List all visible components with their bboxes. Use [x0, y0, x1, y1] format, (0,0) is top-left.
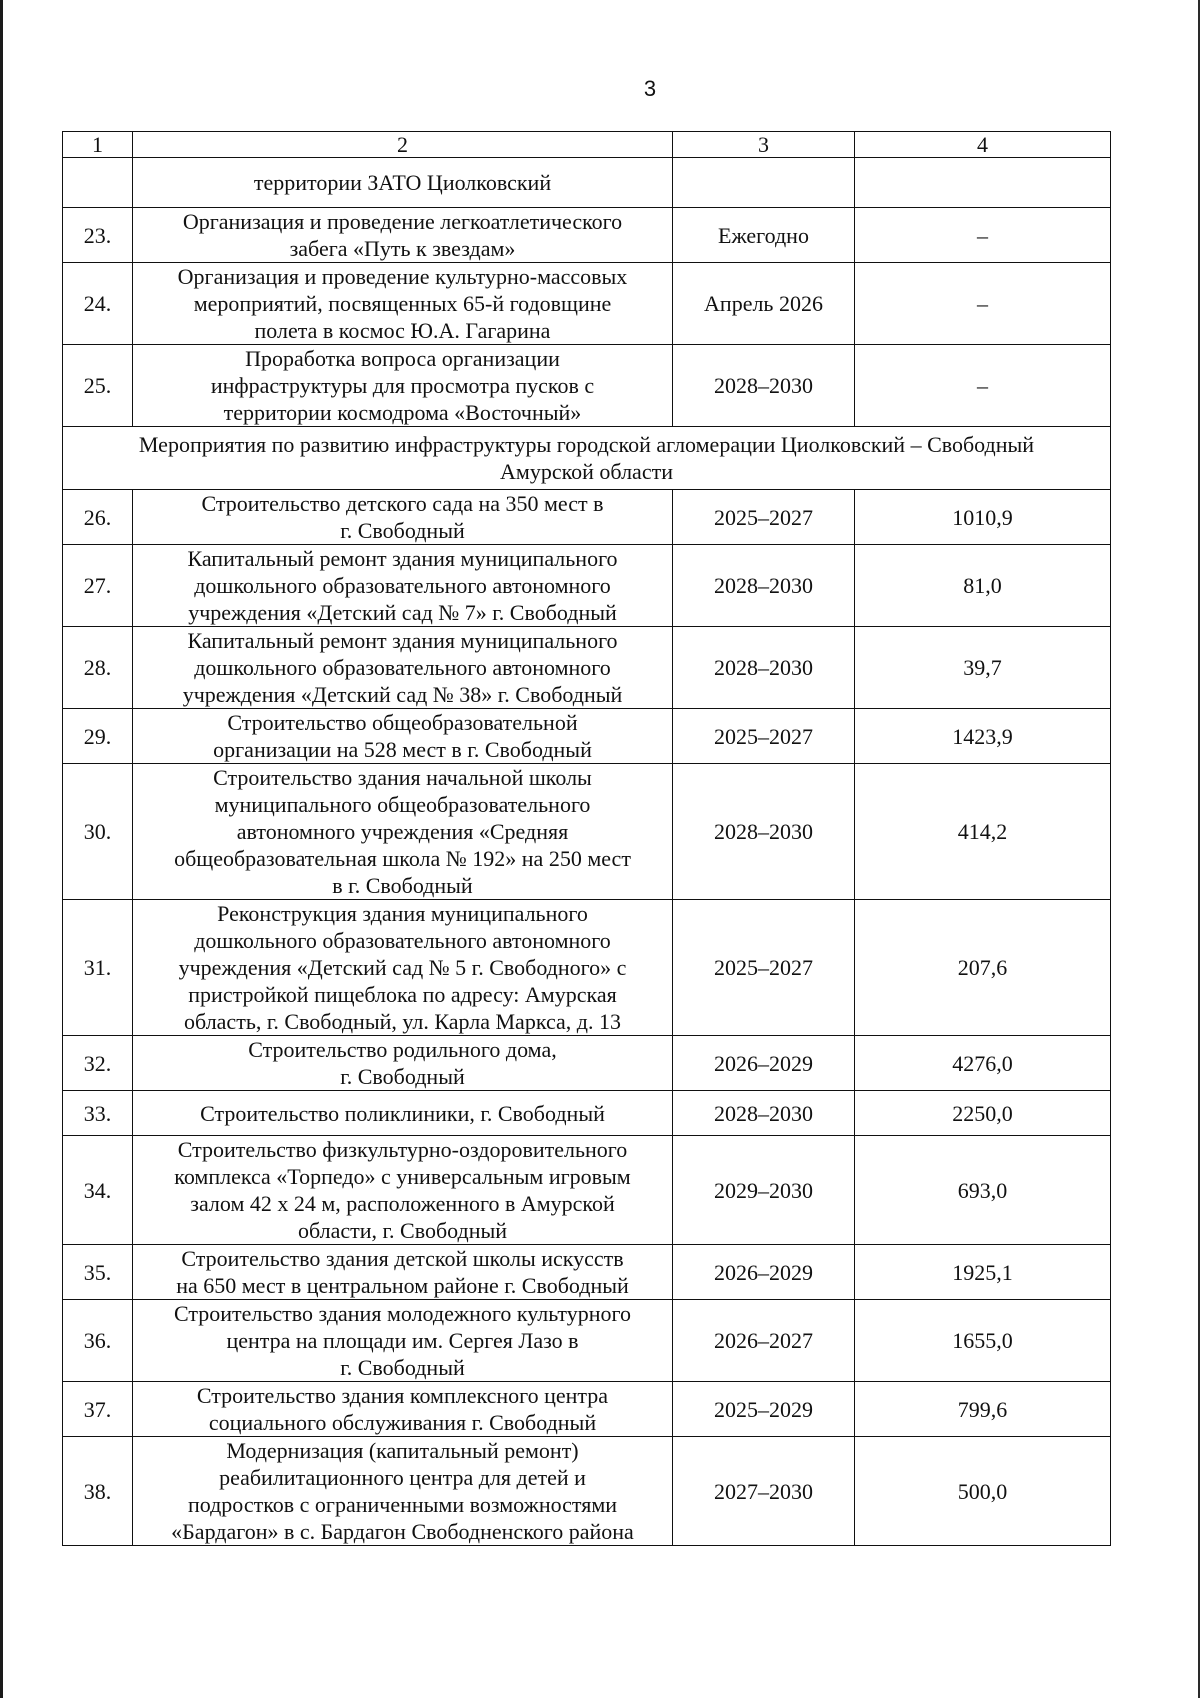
table-row — [63, 900, 1111, 1036]
measure-name — [133, 764, 673, 900]
cell-line: дошкольного образовательного автономного — [194, 928, 611, 953]
row-number: 24. — [63, 263, 133, 345]
cell-line: общеобразовательная школа № 192» на 250 мест — [174, 846, 631, 871]
measure-name — [133, 1300, 673, 1382]
cell-line: Проработка вопроса организации — [245, 346, 560, 371]
implementation-period: Апрель 2026 — [673, 263, 855, 345]
cell-line: г. Свободный — [340, 518, 465, 543]
table-row — [63, 1300, 1111, 1382]
cell-line: полета в космос Ю.А. Гагарина — [254, 318, 551, 343]
implementation-period: 2025–2027 — [673, 900, 855, 1036]
column-number-row — [63, 132, 1111, 158]
cell-line: реабилитационного центра для детей и — [219, 1465, 586, 1490]
cell-line: социального обслуживания г. Свободный — [208, 1410, 597, 1435]
section-header-row — [63, 427, 1111, 490]
cell-line: инфраструктуры для просмотра пусков с — [210, 373, 595, 398]
cell-line: Организация и проведение культурно-массовых — [177, 264, 628, 289]
implementation-period: 2026–2029 — [673, 1245, 855, 1300]
funding-amount: 1925,1 — [855, 1245, 1111, 1300]
funding-amount: 799,6 — [855, 1382, 1111, 1437]
implementation-period — [673, 158, 855, 208]
table-row — [63, 1437, 1111, 1546]
cell-line: в г. Свободный — [332, 873, 473, 898]
cell-line: дошкольного образовательного автономного — [194, 573, 611, 598]
table-row — [63, 627, 1111, 709]
row-number: 26. — [63, 490, 133, 545]
row-number: 37. — [63, 1382, 133, 1437]
cell-line: залом 42 х 24 м, расположенного в Амурской — [190, 1191, 615, 1216]
measures-table — [62, 131, 1111, 1546]
row-number: 23. — [63, 208, 133, 263]
row-number: 28. — [63, 627, 133, 709]
funding-amount: – — [855, 208, 1111, 263]
cell-line: области, г. Свободный — [297, 1218, 508, 1243]
implementation-period: 2028–2030 — [673, 345, 855, 427]
table-row — [63, 263, 1111, 345]
table-row — [63, 208, 1111, 263]
implementation-period: 2025–2027 — [673, 490, 855, 545]
column-number-2: 2 — [133, 132, 673, 158]
table-row — [63, 1245, 1111, 1300]
section-header-text — [63, 427, 1111, 490]
row-number: 34. — [63, 1136, 133, 1245]
cell-line: учреждения «Детский сад № 7» г. Свободный — [188, 600, 617, 625]
table-row — [63, 709, 1111, 764]
cell-line: Капитальный ремонт здания муниципального — [187, 628, 618, 653]
column-number-4: 4 — [855, 132, 1111, 158]
cell-line: подростков с ограниченными возможностями — [187, 1492, 618, 1517]
row-number: 29. — [63, 709, 133, 764]
implementation-period: 2026–2027 — [673, 1300, 855, 1382]
cell-line: автономного учреждения «Средняя — [236, 819, 569, 844]
table-row — [63, 1382, 1111, 1437]
measure-name — [133, 1091, 673, 1136]
cell-line: забега «Путь к звездам» — [289, 236, 516, 261]
table-row — [63, 158, 1111, 208]
measure-name — [133, 900, 673, 1036]
cell-line: Строительство здания начальной школы — [213, 765, 592, 790]
funding-amount: 500,0 — [855, 1437, 1111, 1546]
funding-amount: – — [855, 263, 1111, 345]
row-number: 32. — [63, 1036, 133, 1091]
measure-name — [133, 1382, 673, 1437]
page-number: 3 — [643, 76, 657, 101]
implementation-period: 2025–2029 — [673, 1382, 855, 1437]
row-number: 36. — [63, 1300, 133, 1382]
cell-line: пристройкой пищеблока по адресу: Амурская — [188, 982, 617, 1007]
table-row — [63, 764, 1111, 900]
cell-line: Строительство родильного дома, — [248, 1037, 557, 1062]
measure-name — [133, 709, 673, 764]
table-row — [63, 545, 1111, 627]
table-row — [63, 1091, 1111, 1136]
measure-name — [133, 158, 673, 208]
funding-amount: 1655,0 — [855, 1300, 1111, 1382]
row-number: 35. — [63, 1245, 133, 1300]
implementation-period: 2029–2030 — [673, 1136, 855, 1245]
measure-name — [133, 345, 673, 427]
funding-amount: 207,6 — [855, 900, 1111, 1036]
cell-line: г. Свободный — [340, 1355, 465, 1380]
cell-line: Организация и проведение легкоатлетического — [182, 209, 623, 234]
table-row — [63, 1036, 1111, 1091]
implementation-period: 2027–2030 — [673, 1437, 855, 1546]
cell-line: Амурской области — [500, 459, 673, 484]
cell-line: организации на 528 мест в г. Свободный — [213, 737, 592, 762]
implementation-period: 2028–2030 — [673, 627, 855, 709]
cell-line: центра на площади им. Сергея Лазо в — [226, 1328, 579, 1353]
cell-line: Строительство здания детской школы искусств — [181, 1246, 624, 1271]
implementation-period: 2026–2029 — [673, 1036, 855, 1091]
funding-amount: 1010,9 — [855, 490, 1111, 545]
cell-line: Реконструкция здания муниципального — [217, 901, 588, 926]
cell-line: Строительство общеобразовательной — [227, 710, 578, 735]
row-number: 33. — [63, 1091, 133, 1136]
funding-amount: 4276,0 — [855, 1036, 1111, 1091]
cell-line: область, г. Свободный, ул. Карла Маркса, д. 13 — [184, 1009, 621, 1034]
measure-name — [133, 545, 673, 627]
cell-line: «Бардагон» в с. Бардагон Свободненского района — [171, 1519, 634, 1544]
funding-amount: 414,2 — [855, 764, 1111, 900]
measure-name — [133, 263, 673, 345]
measure-name — [133, 1036, 673, 1091]
cell-line: учреждения «Детский сад № 38» г. Свободный — [182, 682, 623, 707]
column-number-3: 3 — [673, 132, 855, 158]
implementation-period: 2028–2030 — [673, 545, 855, 627]
scan-edge-left — [0, 0, 3, 1698]
implementation-period: Ежегодно — [673, 208, 855, 263]
cell-line: Строительство поликлиники, г. Свободный — [200, 1100, 605, 1126]
funding-amount — [855, 158, 1111, 208]
cell-line: муниципального общеобразовательного — [214, 792, 591, 817]
measure-name — [133, 1437, 673, 1546]
measure-name — [133, 627, 673, 709]
row-number — [63, 158, 133, 208]
cell-line: территории космодрома «Восточный» — [223, 400, 582, 425]
funding-amount: 1423,9 — [855, 709, 1111, 764]
cell-line: территории ЗАТО Циолковский — [253, 170, 552, 195]
cell-line: Модернизация (капитальный ремонт) — [226, 1438, 579, 1463]
cell-line: Мероприятия по развитию инфраструктуры городской агломерации Циолковский – Свободный — [138, 432, 1035, 457]
column-number-1: 1 — [63, 132, 133, 158]
table-body — [63, 132, 1111, 1546]
measure-name — [133, 208, 673, 263]
table-row — [63, 1136, 1111, 1245]
cell-line: учреждения «Детский сад № 5 г. Свободного» с — [178, 955, 627, 980]
row-number: 38. — [63, 1437, 133, 1546]
cell-line: Строительство физкультурно-оздоровительного — [177, 1137, 628, 1162]
measure-name — [133, 1136, 673, 1245]
cell-line: г. Свободный — [340, 1064, 465, 1089]
measure-name — [133, 490, 673, 545]
funding-amount: 693,0 — [855, 1136, 1111, 1245]
table-row — [63, 490, 1111, 545]
implementation-period: 2028–2030 — [673, 764, 855, 900]
row-number: 31. — [63, 900, 133, 1036]
row-number: 27. — [63, 545, 133, 627]
table-row — [63, 345, 1111, 427]
cell-line: Строительство здания комплексного центра — [196, 1383, 609, 1408]
measure-name — [133, 1245, 673, 1300]
cell-line: комплекса «Торпедо» с универсальным игровым — [174, 1164, 631, 1189]
cell-line: Капитальный ремонт здания муниципального — [187, 546, 618, 571]
cell-line: на 650 мест в центральном районе г. Свободный — [176, 1273, 629, 1298]
funding-amount: 39,7 — [855, 627, 1111, 709]
funding-amount: 2250,0 — [855, 1091, 1111, 1136]
implementation-period: 2025–2027 — [673, 709, 855, 764]
implementation-period: 2028–2030 — [673, 1091, 855, 1136]
row-number: 25. — [63, 345, 133, 427]
cell-line: дошкольного образовательного автономного — [194, 655, 611, 680]
funding-amount: 81,0 — [855, 545, 1111, 627]
funding-amount: – — [855, 345, 1111, 427]
row-number: 30. — [63, 764, 133, 900]
cell-line: мероприятий, посвященных 65-й годовщине — [193, 291, 612, 316]
cell-line: Строительство здания молодежного культурного — [173, 1301, 631, 1326]
cell-line: Строительство детского сада на 350 мест в — [201, 491, 604, 516]
